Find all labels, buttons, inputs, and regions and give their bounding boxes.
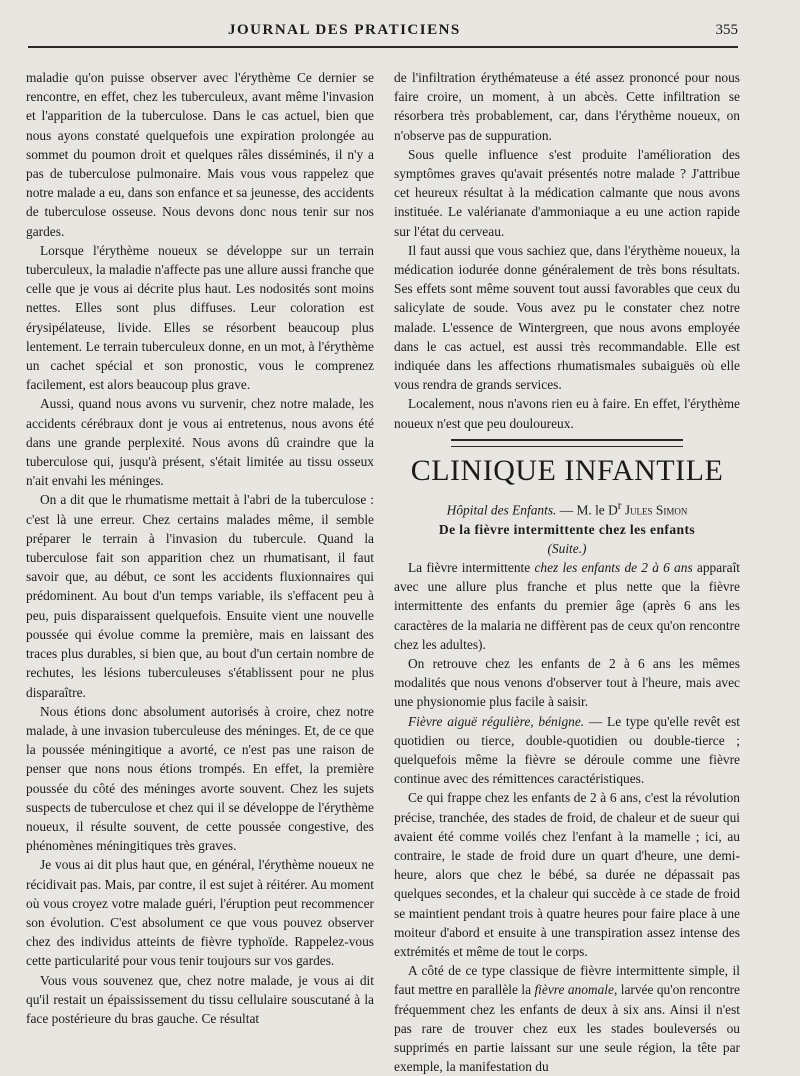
doctor-name: Jules Simon [621, 502, 688, 518]
paragraph: Sous quelle influence s'est produite l'amélioration des symptômes graves qu'avait présentés notre malade ? J'attribue cet heureux résultat à la médication calmante que nous avons instituée. Le valérianate d'ammoniaque a eu une action rapide sur l'état du cerveau. [394, 146, 740, 239]
text-run: , larvée qu'on rencontre fréquemment chez les enfants de deux à six ans. Ainsi il n'est pas rare de trouver chez eux les stades bouleversés ou supprimés en partie laissant sur une seule région, la tête par exemple, la manifestation du [394, 982, 740, 1075]
text-run-italic: Fièvre aiguë régulière, bénigne. [408, 713, 585, 729]
section-title: CLINIQUE INFANTILE [410, 453, 724, 487]
paragraph: On retrouve chez les enfants de 2 à 6 ans les mêmes modalités que nous venons d'observer tout à l'heure, mais avec une physionomie plus facile à saisir. [394, 655, 740, 710]
byline-separator: — M. le D [556, 502, 618, 518]
hospital-name: Hôpital des Enfants. [446, 502, 557, 518]
paragraph: Nous étions donc absolument autorisés à croire, chez notre malade, à une invasion tuberculeuse des méninges. Et, de ce que la poussée méningitique a avorté, ce n'est pas une raison de penser que nons nous étions trompés. En effet, la première poussée du côté des méninges avorte souvent. Chez les sujets suspects de tuberculose et chez qui il se développe de l'érythème noueux, il résulte souvent, de cette poussée congestive, des phénomènes méningitiques très graves. [26, 703, 374, 854]
paragraph [394, 558, 740, 654]
lecture-title: De la fièvre intermittente chez les enfants [438, 521, 696, 537]
text-run: apparaît avec une allure plus franche et plus nette que la fièvre intermittente des enfants du premier âge (après 6 ans les caractères de la malaria ne diffèrent pas de ceux qu'on rencontre chez les adultes). [394, 559, 741, 652]
paragraph: Je vous ai dit plus haut que, en général, l'érythème noueux ne récidivait pas. Mais, par contre, il est sujet à réitérer. Au moment où vous croyez votre malade guéri, l'éruption peut recommencer son évolution. C'est absolument ce que vous pouvez observer chez des individus atteints de fièvre typhoïde. Rappelez-vous cette particularité pour vous tenir toujours sur vos gardes. [26, 857, 374, 969]
paragraph [394, 712, 740, 789]
paragraph: On a dit que le rhumatisme mettait à l'abri de la tuberculose : c'est là une erreur. Chez certains malades même, il semble préparer le terrain à l'invasion du tubercule. Quand la tuberculose fait son apparition chez un rhumatisant, il faut savoir que, au début, ce sont les accidents fluxionnaires qui prédominent. Au bout d'un temps variable, ils s'effacent peu à peu, puis disparaissent quelquefois. Ensuite vient une nouvelle poussée qui évolue comme la première, mais en laissant des traces plus durables, si bien que, au bout d'un certain nombre de rechutes, les lésions tuberculeuses s'établissent pour ne plus disparaître. [26, 492, 374, 700]
paragraph: Ce qui frappe chez les enfants de 2 à 6 ans, c'est la révolution précise, tranchée, des stades de froid, de chaleur et de sueur qui avaient été comme voilés chez l'enfant à la mamelle ; ici, au contraire, le stade de froid dure un quart d'heure, une demi-heure, alors que chez le bébé, sa durée ne dépassait pas quelques secondes, et la chaleur qui succède à ce stade de froid se maintient pendant trois à quatre heures pour faire place à une moiteur d'abord et ensuite à une transpiration assez intense des extrémités et même de tout le corps. [394, 790, 740, 959]
journal-title: JOURNAL DES PRATICIENS [228, 22, 461, 38]
paragraph [394, 961, 740, 1076]
paragraph: maladie qu'on puisse observer avec l'érythème Ce dernier se rencontre, en effet, chez les tuberculeux, avant même l'invasion et l'apparition de la tuberculose. Dans le cas actuel, bien que nous ayons constaté quelquefois une expiration prolongée au sommet du poumon droit et quelques râles disséminés, il n'y a pas de tuberculose pulmonaire. Mais vous vous rappelez que notre malade a eu, dans son enfance et sa jeunesse, des accidents de tuberculose osseuse. Nous devons donc nous tenir sur nos gardes. [26, 70, 374, 239]
left-column [26, 68, 374, 1028]
paragraph: de l'infiltration érythémateuse a été assez prononcé pour nous faire croire, un moment, à un abcès. Cette infiltration se résorbera très probablement, car, dans l'érythème noueux, on n'observe pas de suppuration. [394, 70, 740, 143]
hospital-byline [394, 497, 740, 520]
running-header [28, 20, 738, 50]
doctor-title-sup: r [617, 499, 622, 512]
text-run-italic: fièvre anomale [534, 982, 614, 998]
text-run: La fièvre intermittente [408, 559, 535, 575]
header-rule [28, 46, 738, 48]
paragraph: Vous vous souvenez que, chez notre malade, je vous ai dit qu'il restait un épaississement du tissu cellulaire souscutané à la face postérieure du bras gauche. Ce résultat [26, 972, 374, 1026]
paragraph: Aussi, quand nous avons vu survenir, chez notre malade, les accidents cérébraux dont je vous ai entretenus, nous avons été dans une grande perplexité. Nous avons dû craindre que la tuberculose qui, jusqu'à présent, s'était limitée au tissu osseux n'ait envahi les méninges. [26, 396, 374, 489]
section-divider [451, 439, 683, 447]
text-run: A côté de ce type classique de fièvre intermittente simple, il faut mettre en parallèle la [394, 963, 740, 998]
paragraph: Lorsque l'érythème noueux se développe sur un terrain tuberculeux, la maladie n'affecte pas une allure aussi franche que celle que je vous ai décrite plus haut. Les nodosités sont moins nettes. Elles sont plus diffuses. Leur coloration est érysipélateuse, livide. Elles se résorbent beaucoup plus lentement. Le terrain tuberculeux donne, en un mot, à l'érythème un cachet spécial et son pronostic, vous le comprenez facilement, est alors beaucoup plus grave. [26, 242, 374, 393]
right-column [394, 68, 740, 1076]
text-run-italic: chez les enfants de 2 à 6 ans [534, 559, 693, 575]
page-number: 355 [715, 22, 738, 38]
paragraph: Localement, nous n'avons rien eu à faire. En effet, l'érythème noueux n'est que peu douloureux. [394, 396, 740, 431]
paragraph: Il faut aussi que vous sachiez que, dans l'érythème noueux, la médication iodurée donne généralement de très bons résultats. Ses effets sont même souvent tout aussi favorables que ceux du salicylate de soude. Vous avez pu le constater chez notre malade. L'essence de Wintergreen, que nous avons employée dans le cas actuel, est aussi très recommandable. Elle est indiquée dans les affections rhumatismales subaiguës où elle vous rendra de grands services. [394, 242, 740, 393]
continuation-note: (Suite.) [547, 540, 587, 556]
text-run: — Le type qu'elle revêt est quotidien ou tierce, double-quotidien ou double-tierce ; quelquefois même la fièvre se déroule comme une fièvre continue avec des rémittences caractéristiques. [394, 713, 740, 787]
